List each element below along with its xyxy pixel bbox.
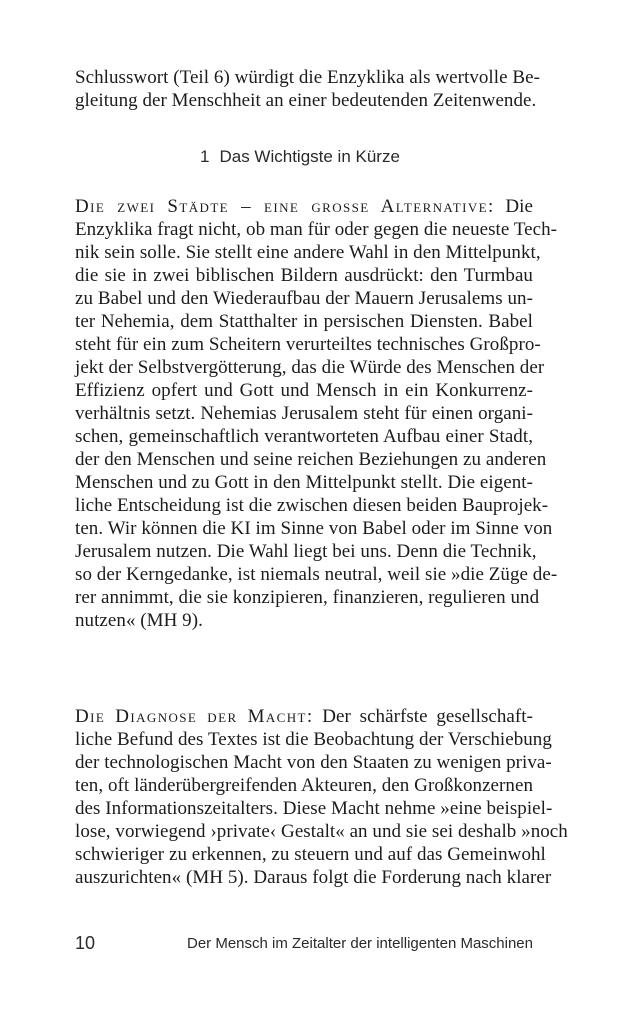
paragraph-diagnosis-of-power — [75, 705, 568, 889]
paragraph-line: so der Kerngedanke, ist niemals neutral, weil sie »die Züge de- — [75, 564, 558, 585]
paragraph-line: liche Befund des Textes ist die Beobachtung der Verschiebung — [75, 729, 552, 750]
intro-line: gleitung der Menschheit an einer bedeutenden Zeitenwende. — [75, 90, 537, 111]
paragraph-line: des Informationszeitalters. Diese Macht nehme »eine beispiel- — [75, 798, 553, 819]
paragraph-line: nutzen« (MH 9). — [75, 610, 203, 631]
section-number: 1 — [200, 147, 210, 166]
paragraph-text: Die — [505, 196, 533, 217]
paragraph-line: der den Menschen und seine reichen Beziehungen zu anderen — [75, 449, 547, 470]
paragraph-line: Effizienz opfert und Gott und Mensch in ein Konkurrenz- — [75, 380, 533, 401]
page-footer — [75, 933, 533, 955]
paragraph-line: ter Nehemia, dem Statthalter in persischen Diensten. Babel — [75, 311, 533, 332]
paragraph-line: Enzyklika fragt nicht, ob man für oder gegen die neueste Tech- — [75, 219, 558, 240]
paragraph-line: verhältnis setzt. Nehemias Jerusalem steht für einen organi- — [75, 403, 533, 424]
running-head: Der Mensch im Zeitalter der intelligenten Maschinen — [187, 935, 533, 952]
paragraph-line: ten. Wir können die KI im Sinne von Babel oder im Sinne von — [75, 518, 553, 539]
paragraph-line: jekt der Selbstvergötterung, das die Würde des Menschen der — [75, 357, 545, 378]
paragraph-line: der technologischen Macht von den Staaten zu wenigen priva- — [75, 752, 552, 773]
paragraph-line: nik sein solle. Sie stellt eine andere Wahl in den Mittelpunkt, — [75, 242, 541, 263]
paragraph-line: schwieriger zu erkennen, zu steuern und auf das Gemeinwohl — [75, 844, 546, 865]
paragraph-line: zu Babel und den Wiederaufbau der Mauern Jerusalems un- — [75, 288, 533, 309]
paragraph-line: lose, vorwiegend ›private‹ Gestalt« an und sie sei deshalb »noch — [75, 821, 568, 842]
intro-paragraph — [75, 66, 540, 112]
paragraph-line: rer annimmt, die sie konzipieren, finanzieren, regulieren und — [75, 587, 540, 608]
run-in-heading: Die Diagnose der Macht: — [75, 706, 314, 727]
paragraph-line: liche Entscheidung ist die zwischen diesen beiden Bauprojek- — [75, 495, 549, 516]
paragraph-line: auszurichten« (MH 5). Daraus folgt die Forderung nach klarer — [75, 867, 552, 888]
paragraph-first-line — [75, 195, 533, 218]
paragraph-line: die sie in zwei biblischen Bildern ausdrückt: den Turmbau — [75, 265, 533, 286]
section-title: Das Wichtigste in Kürze — [219, 147, 400, 166]
paragraph-text: Der schärfste gesellschaft- — [322, 706, 533, 727]
intro-line: Schlusswort (Teil 6) würdigt die Enzyklika als wertvolle Be- — [75, 67, 540, 88]
paragraph-line: schen, gemeinschaftlich verantworteten Aufbau einer Stadt, — [75, 426, 533, 447]
page-number: 10 — [75, 933, 96, 953]
section-heading — [200, 147, 400, 167]
paragraph-line: Menschen und zu Gott in den Mittelpunkt stellt. Die eigent- — [75, 472, 533, 493]
run-in-heading: Die zwei Städte – eine grosse Alternative: — [75, 196, 495, 217]
paragraph-line: Jerusalem nutzen. Die Wahl liegt bei uns. Denn die Technik, — [75, 541, 537, 562]
paragraph-two-cities — [75, 195, 558, 632]
paragraph-first-line — [75, 705, 533, 728]
paragraph-line: steht für ein zum Scheitern verurteiltes technisches Großpro- — [75, 334, 541, 355]
paragraph-line: ten, oft länderübergreifenden Akteuren, den Großkonzernen — [75, 775, 533, 796]
